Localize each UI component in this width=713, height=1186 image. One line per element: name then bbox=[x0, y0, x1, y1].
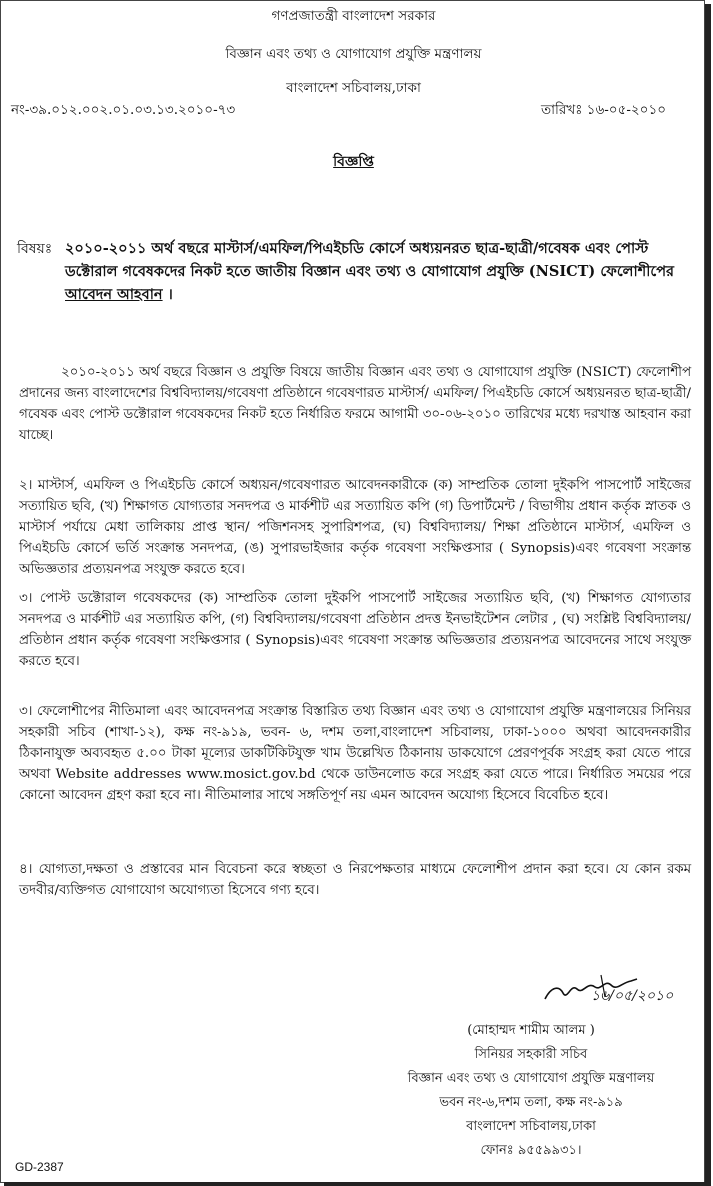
memo-date: তারিখঃ ১৬-০৫-২০১০ bbox=[541, 102, 666, 118]
page-shadow-right bbox=[705, 4, 711, 1186]
paragraph-5: ৪। যোগ্যতা,দক্ষতা ও প্রস্তাবের মান বিবেচনা করে স্বচ্ছতা ও নিরপেক্ষতার মাধ্যমে ফেলোশীপ প্রদান করা হবে। যে কোন রকম তদবীর/ব্যক্তিগত যোগাযোগ অযোগ্যতা হিসেবে গণ্য হবে। bbox=[19, 862, 691, 898]
paragraph-4: ৩। ফেলোশীপের নীতিমালা এবং আবেদনপত্র সংক্রান্ত বিস্তারিত তথ্য বিজ্ঞান এবং তথ্য ও যোগাযোগ প্রযুক্তি মন্ত্রণালয়ের সিনিয়র সহকারী সচিব (শাখা-১২), কক্ষ নং-৯১৯, ভবন- ৬, দশম তলা,বাংলাদেশ সচিবালয়, ঢাকা-১০০০ অথবা আবেদনকারীর ঠিকানাযুক্ত অব্যবহৃত ৫.০০ টাকা মূল্যের ডাকটিকিটযুক্ত খাম উল্লেখিত ঠিকানায় ডাকযোগে প্রেরণপূর্বক সংগ্রহ করা যেতে পারে অথবা Website addresses www.mosict.gov.bd থেকে ডাউনলোড করে সংগ্রহ করা যেতে পারে। নির্ধারিত সময়ের পরে কোনো আবেদন গ্রহণ করা হবে না। নীতিমালার সাথে সঙ্গতিপূর্ণ নয় এমন আবেদন অযোগ্য হিসেবে বিবেচিত হবে। bbox=[19, 704, 691, 803]
notice-title: বিজ্ঞপ্তি bbox=[333, 154, 374, 170]
paragraph-1: ২০১০-২০১১ অর্থ বছরে বিজ্ঞান ও প্রযুক্তি বিষয়ে জাতীয় বিজ্ঞান এবং তথ্য ও যোগাযোগ প্রযুক্তি (NSICT) ফেলোশীপ প্রদানের জন্য বাংলাদেশের বিশ্ববিদ্যালয়/গবেষণা প্রতিষ্ঠানে গবেষণারত মাস্টার্স/ এমফিল/ পিএইচডি কোর্সে অধ্যয়নরত ছাত্র-ছাত্রী/গবেষক এবং পোস্ট ডক্টোরাল গবেষকদের নিকট হতে নির্ধারিত ফরমে আগামী ৩০-০৬-২০১০ তারিখের মধ্যে দরখাস্ত আহবান করা যাচ্ছে। bbox=[19, 365, 691, 443]
page-shadow-bottom bbox=[4, 1182, 711, 1186]
office-location: বাংলাদেশ সচিবালয়,ঢাকা bbox=[286, 80, 421, 96]
subject-underlined: আবেদন আহবান bbox=[65, 286, 163, 303]
signature-block bbox=[361, 1019, 701, 1163]
memo-number: নং-৩৯.০১২.০০২.০১.০৩.১৩.২০১০-৭৩ bbox=[11, 102, 236, 118]
signatory-name: (মোহাম্মদ শামীম আলম ) bbox=[467, 1023, 595, 1038]
paragraph-2: ২। মাস্টার্স, এমফিল ও পিএইচডি কোর্সে অধ্যয়ন/গবেষণারত আবেদনকারীকে (ক) সাম্প্রতিক তোলা দুইকপি পাসপোর্ট সাইজের সত্যায়িত ছবি, (খ) শিক্ষাগত যোগ্যতার সনদপত্র ও মার্কশীট এর সত্যায়িত কপি (গ) ডিপার্টমেন্ট / বিভাগীয় প্রধান কর্তৃক স্নাতক ও মাস্টার্স পর্যায়ে মেধা তালিকায় প্রাপ্ত স্থান/ পজিশনসহ সুপারিশপত্র, (ঘ) বিশ্ববিদ্যালয়/ শিক্ষা প্রতিষ্ঠানে মাস্টার্স, এমফিল ও পিএইচডি কোর্সে ভর্তি সংক্রান্ত সনদপত্র, (ঙ) সুপারভাইজার কর্তৃক গবেষণা সংক্ষিপ্তসার ( Synopsis)এবং গবেষণা সংক্রান্ত অভিজ্ঞতার প্রত্যয়নপত্র সংযুক্ত করতে হবে। bbox=[19, 478, 691, 577]
subject-main: ২০১০-২০১১ অর্থ বছরে মাস্টার্স/এমফিল/পিএইচডি কোর্সে অধ্যয়নরত ছাত্র-ছাত্রী/গবেষক এবং পোস্ট ডক্টোরাল গবেষকদের নিকট হতে জাতীয় বিজ্ঞান এবং তথ্য ও যোগাযোগ প্রযুক্তি (NSICT) ফেলোশীপের bbox=[65, 240, 675, 280]
signatory-ministry: বিজ্ঞান এবং তথ্য ও যোগাযোগ প্রযুক্তি মন্ত্রণালয় bbox=[407, 1071, 655, 1086]
paragraph-3: ৩। পোস্ট ডক্টোরাল গবেষকদের (ক) সাম্প্রতিক তোলা দুইকপি পাসপোর্ট সাইজের সত্যায়িত ছবি, (খ) শিক্ষাগত যোগ্যতার সনদপত্র ও মার্কশীট এর সত্যায়িত কপি, (গ) বিশ্ববিদ্যালয়/গবেষণা প্রতিষ্ঠান প্রদত্ত ইনভাইটেশন লেটার , (ঘ) সংশ্লিষ্ট বিশ্ববিদ্যালয়/প্রতিষ্ঠান প্রধান কর্তৃক গবেষণা সংক্ষিপ্তসার ( Synopsis)এবং গবেষণা সংক্রান্ত অভিজ্ঞতার প্রত্যয়নপত্র আবেদনের সাথে সংযুক্ত করতে হবে। bbox=[19, 591, 691, 669]
subject-end: । bbox=[167, 286, 173, 303]
government-name: গণপ্রজাতন্ত্রী বাংলাদেশ সরকার bbox=[271, 8, 436, 24]
subject-text bbox=[65, 237, 685, 306]
ministry-name: বিজ্ঞান এবং তথ্য ও যোগাযোগ প্রযুক্তি মন্ত্রণালয় bbox=[225, 46, 482, 62]
signature-date: ১৬/০৫/২০১০ bbox=[591, 988, 674, 1004]
footer-code: GD-2387 bbox=[15, 1160, 64, 1174]
signatory-designation: সিনিয়র সহকারী সচিব bbox=[474, 1047, 588, 1062]
subject-label: বিষয়ঃ bbox=[17, 241, 53, 257]
signatory-building: ভবন নং-৬,দশম তলা, কক্ষ নং-৯১৯ bbox=[439, 1095, 623, 1110]
signatory-phone: ফোনঃ ৯৫৫৯৯৩১। bbox=[480, 1143, 582, 1158]
signatory-location: বাংলাদেশ সচিবালয়,ঢাকা bbox=[466, 1119, 596, 1134]
